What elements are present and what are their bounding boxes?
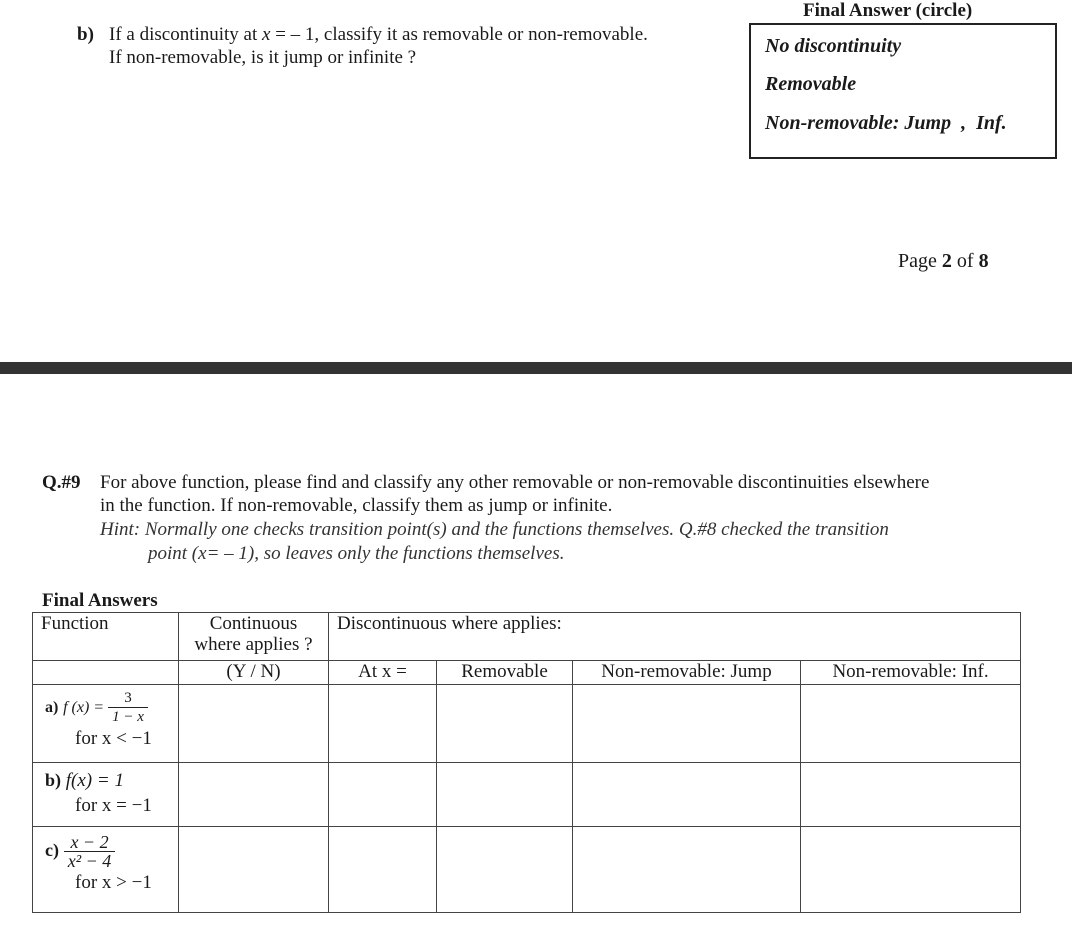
table-header-row-1 <box>33 613 1021 661</box>
table-header-row-2 <box>33 661 1021 685</box>
final-answer-box <box>749 23 1057 159</box>
option-removable[interactable]: Removable <box>765 73 857 95</box>
q9-hint-1: Hint: Normally one checks transition point(s) and the functions themselves. Q.#8 checked the transition <box>100 519 889 540</box>
header-yn: (Y / N) <box>179 661 329 685</box>
table-row-a <box>33 685 1021 763</box>
answer-a-continuous[interactable] <box>179 685 329 763</box>
header-at-x: At x = <box>329 661 437 685</box>
answer-b-removable[interactable] <box>437 763 573 827</box>
answer-b-continuous[interactable] <box>179 763 329 827</box>
page-indicator: Page 2 of 8 <box>898 250 989 272</box>
function-c: c) $\frac{x - 2}{\text{x² − 4}}$ for x > −1 <box>33 827 179 913</box>
header-inf: Non-removable: Inf. <box>801 661 1021 685</box>
header-function: Function <box>33 613 179 661</box>
part-b-line-1: If a discontinuity at x = – 1, classify it as removable or non-removable. <box>109 24 648 45</box>
answer-c-jump[interactable] <box>573 827 801 913</box>
answer-a-removable[interactable] <box>437 685 573 763</box>
table-row-c <box>33 827 1021 913</box>
answer-b-at-x[interactable] <box>329 763 437 827</box>
function-a: a) f (x) = $\frac{3}{1 - x}$ for x < −1 <box>33 685 179 763</box>
final-answers-title: Final Answers <box>42 590 158 611</box>
header-empty-cell <box>33 661 179 685</box>
part-b-label: b) <box>77 24 94 45</box>
header-continuous: Continuous where applies ? <box>179 613 329 661</box>
header-jump: Non-removable: Jump <box>573 661 801 685</box>
answer-b-jump[interactable] <box>573 763 801 827</box>
final-answer-title: Final Answer (circle) <box>803 0 973 21</box>
table-row-b <box>33 763 1021 827</box>
q9-label: Q.#9 <box>42 472 81 493</box>
page-separator <box>0 362 1072 374</box>
answer-c-continuous[interactable] <box>179 827 329 913</box>
answer-c-at-x[interactable] <box>329 827 437 913</box>
answer-b-inf[interactable] <box>801 763 1021 827</box>
q9-line-2: in the function. If non-removable, classify them as jump or infinite. <box>100 495 613 516</box>
answer-a-at-x[interactable] <box>329 685 437 763</box>
part-b-line-2: If non-removable, is it jump or infinite ? <box>109 47 417 68</box>
header-discontinuous: Discontinuous where applies: <box>329 613 1021 661</box>
function-b: b) f(x) = 1 for x = −1 <box>33 763 179 827</box>
final-answers-table <box>32 612 1021 913</box>
q9-hint-2: point (x= – 1), so leaves only the functions themselves. <box>148 543 565 564</box>
answer-a-jump[interactable] <box>573 685 801 763</box>
option-no-discontinuity[interactable]: No discontinuity <box>765 35 902 57</box>
option-non-removable[interactable]: Non-removable: Jump , Inf. <box>765 112 1007 134</box>
q9-line-1: For above function, please find and classify any other removable or non-removable discontinuities elsewhere <box>100 472 930 493</box>
answer-c-removable[interactable] <box>437 827 573 913</box>
header-removable: Removable <box>437 661 573 685</box>
answer-c-inf[interactable] <box>801 827 1021 913</box>
answer-a-inf[interactable] <box>801 685 1021 763</box>
